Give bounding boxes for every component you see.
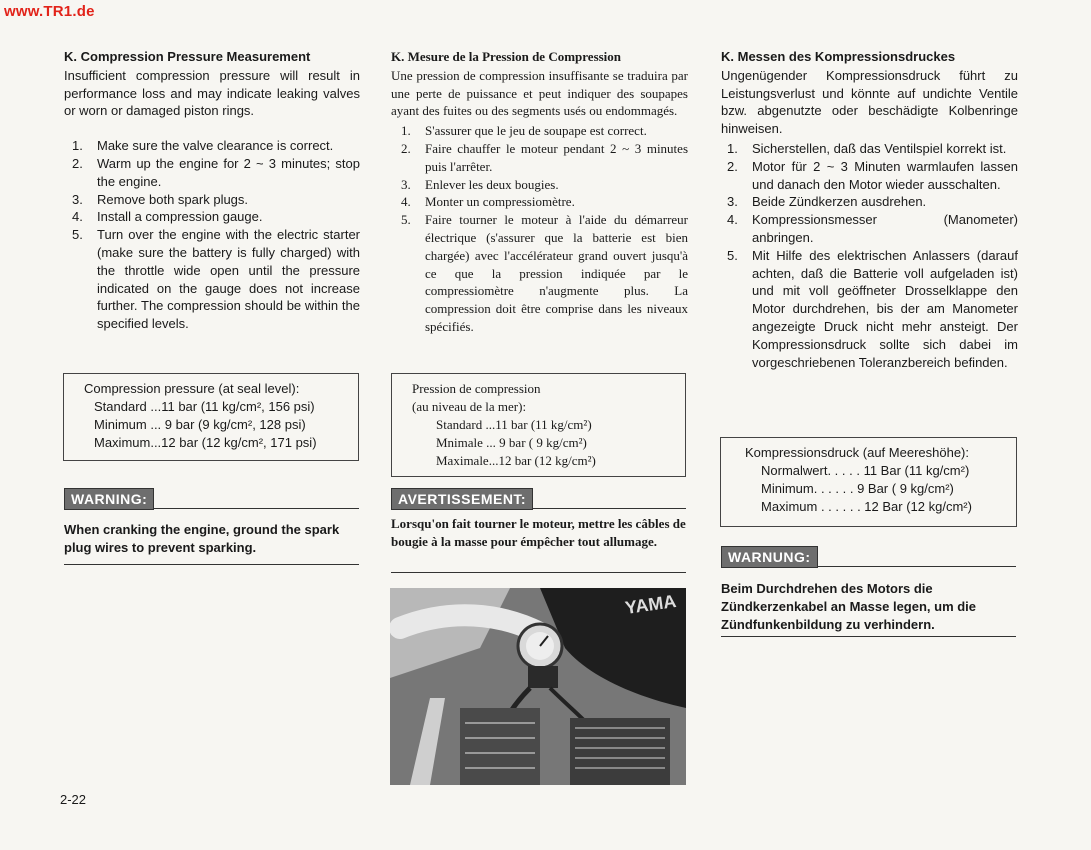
list-item: 2. Faire chauffer le moteur pendant 2 ~ 3 minutes puis l'arrêter.	[401, 140, 688, 174]
intro-paragraph: Insufficient compression pressure will result in performance loss and may indicate leaking valves or worn or damaged piston rings.	[64, 67, 360, 119]
list-item: 3. Remove both spark plugs.	[72, 191, 249, 207]
list-item: 2. Motor für 2 ~ 3 Minuten warmlaufen lassen und danach den Motor wieder ausschalten.	[727, 158, 1018, 192]
section-heading: K. Compression Pressure Measurement	[64, 49, 311, 64]
site-watermark: www.TR1.de	[4, 3, 95, 20]
list-item: 5. Faire tourner le moteur à l'aide du démarreur électrique (s'assurer que la batterie est bien chargée) avec l'accélérateur grand ouvert jusqu'à ce que la pression indiquée par le compressiomètre n'augmente plus. La compression doit être comprise dans les niveaux spécifiés.	[401, 212, 688, 334]
spec-row: Minimum ... 9 bar (9 kg/cm², 128 psi)	[94, 417, 306, 432]
steps-list	[721, 140, 1018, 371]
warning-label: WARNUNG:	[721, 546, 818, 568]
column-german	[721, 48, 1018, 371]
list-item: 5. Mit Hilfe des elektrischen Anlassers (darauf achten, daß die Batterie voll aufgeladen ist) und mit voll geöffneter Drosselklappe den Motor durchdrehen, bis der am Manometer angezeigte Druck nicht mehr ansteigt. Der Kompressionsdruck sollte sich dabei im vorgeschriebenen Toleranzbereich befinden.	[727, 247, 1018, 370]
list-item: 2. Warm up the engine for 2 ~ 3 minutes; stop the engine.	[72, 155, 360, 189]
list-item: 4. Kompressionsmesser (Manometer) anbringen.	[727, 212, 1018, 245]
engine-photo	[390, 588, 686, 785]
column-french	[391, 48, 688, 336]
divider	[391, 572, 686, 573]
spec-row: Maximum...12 bar (12 kg/cm², 171 psi)	[94, 435, 317, 450]
warning-bar-french	[391, 488, 686, 510]
warning-bar-german	[721, 546, 1016, 568]
warning-label: WARNING:	[64, 488, 154, 510]
spec-title: (au niveau de la mer):	[412, 399, 527, 414]
spec-row: Mnimale ... 9 bar ( 9 kg/cm²)	[436, 435, 587, 450]
spec-box-german	[720, 437, 1017, 527]
list-item: 1. S'assurer que le jeu de soupape est correct.	[401, 123, 647, 139]
list-item: 3. Beide Zündkerzen ausdrehen.	[727, 194, 927, 210]
list-item: 4. Install a compression gauge.	[72, 209, 263, 225]
spec-row: Standard ...11 bar (11 kg/cm²)	[436, 417, 592, 432]
spec-row: Standard ...11 bar (11 kg/cm², 156 psi)	[94, 399, 315, 414]
list-item: 3. Enlever les deux bougies.	[401, 176, 559, 192]
divider	[721, 636, 1016, 637]
spec-row: Minimum. . . . . . 9 Bar ( 9 kg/cm²)	[761, 481, 954, 496]
divider	[64, 564, 359, 565]
intro-paragraph: Ungenügender Kompressionsdruck führt zu Leistungsverlust und könnte auf undichte Ventile bzw. abgenutzte oder beschädigte Kolbenringe hinweisen.	[721, 67, 1018, 137]
divider	[154, 508, 359, 509]
divider	[533, 508, 686, 509]
list-item: 4. Monter un compressiomètre.	[401, 194, 575, 210]
intro-paragraph: Une pression de compression insuffisante se traduira par une perte de puissance et peut indiquer des soupapes ayant des fuites ou des segments usés ou endommagés.	[391, 67, 688, 119]
spec-title: Compression pressure (at seal level):	[84, 381, 300, 396]
section-heading: K. Mesure de la Pression de Compression	[391, 49, 622, 64]
divider	[818, 566, 1016, 567]
warning-text: Beim Durchdrehen des Motors die Zündkerzenkabel an Masse legen, um die Zündfunkenbildung zu verhindern.	[721, 581, 977, 632]
column-english	[64, 48, 360, 333]
spec-row: Maximum . . . . . . 12 Bar (12 kg/cm²)	[761, 499, 972, 514]
spec-row: Normalwert. . . . . 11 Bar (11 kg/cm²)	[761, 463, 970, 478]
spec-box-french	[391, 373, 686, 477]
steps-list	[64, 137, 360, 333]
spec-box-english	[63, 373, 359, 461]
spec-title: Kompressionsdruck (auf Meereshöhe):	[745, 445, 969, 460]
list-item: 1. Make sure the valve clearance is correct.	[72, 138, 334, 154]
page-number: 2-22	[60, 792, 87, 807]
spec-title: Pression de compression	[412, 381, 541, 396]
brand-logo-text: YAMA	[623, 591, 678, 618]
warning-bar-english	[64, 488, 359, 510]
section-heading: K. Messen des Kompressionsdruckes	[721, 49, 956, 64]
list-item: 5. Turn over the engine with the electric starter (make sure the battery is fully charged) with the throttle wide open until the pressure indicated on the gauge does not increase further. The compression should be within the specified levels.	[72, 227, 360, 332]
spec-row: Maximale...12 bar (12 kg/cm²)	[436, 453, 596, 468]
warning-label: AVERTISSEMENT:	[391, 488, 533, 510]
warning-text: Lorsqu'on fait tourner le moteur, mettre les câbles de bougie à la masse pour émpêcher tout allumage.	[391, 516, 686, 549]
warning-text: When cranking the engine, ground the spark plug wires to prevent sparking.	[64, 522, 340, 555]
steps-list	[391, 122, 688, 336]
list-item: 1. Sicherstellen, daß das Ventilspiel korrekt ist.	[727, 140, 1007, 156]
